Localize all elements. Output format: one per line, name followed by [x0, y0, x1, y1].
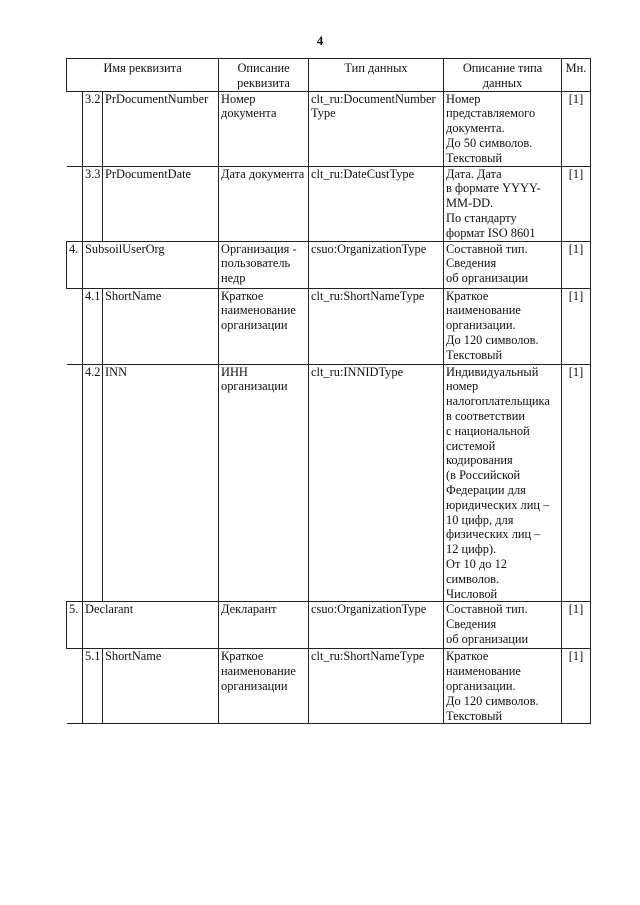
row-number: 3.2 [83, 91, 103, 166]
row-number: 3.3 [83, 166, 103, 241]
row-multiplicity: [1] [562, 649, 591, 724]
row-data-type: csuo:OrganizationType [309, 241, 444, 288]
row-description: Краткое наименование организации [219, 649, 309, 724]
header-type-description: Описание типа данных [444, 59, 562, 92]
page-number: 4 [316, 33, 324, 48]
indent-cell [67, 166, 83, 241]
row-number: 4.1 [83, 288, 103, 364]
table-row [67, 602, 591, 649]
table-row [67, 166, 591, 241]
table-row [67, 241, 591, 288]
header-data-type: Тип данных [309, 59, 444, 92]
table-row [67, 649, 591, 724]
row-data-type: clt_ru:INNIDType [309, 364, 444, 602]
row-number: 5. [67, 602, 83, 649]
row-description: ИНН организации [219, 364, 309, 602]
header-multiplicity: Мн. [562, 59, 591, 92]
row-description: Краткое наименование организации [219, 288, 309, 364]
row-name: Declarant [83, 602, 219, 649]
row-type-description: Краткое наименование организации. До 120 символов. Текстовый [444, 649, 562, 724]
row-description: Дата документа [219, 166, 309, 241]
row-name: INN [103, 364, 219, 602]
row-type-description: Составной тип. Сведения об организации [444, 241, 562, 288]
row-data-type: csuo:OrganizationType [309, 602, 444, 649]
indent-cell [67, 288, 83, 364]
table-header-row [67, 59, 591, 92]
row-description: Декларант [219, 602, 309, 649]
row-data-type: clt_ru:ShortNameType [309, 288, 444, 364]
row-name: ShortName [103, 649, 219, 724]
requisites-table [66, 58, 591, 724]
row-multiplicity: [1] [562, 602, 591, 649]
row-data-type: clt_ru:ShortNameType [309, 649, 444, 724]
row-name: SubsoilUserOrg [83, 241, 219, 288]
row-multiplicity: [1] [562, 91, 591, 166]
indent-cell [67, 91, 83, 166]
row-multiplicity: [1] [562, 166, 591, 241]
header-name: Имя реквизита [67, 59, 219, 92]
row-type-description: Индивидуальный номер налогоплательщика в соответствии с национальной системой кодирования (в Российской Федерации для юридических лиц – 10 цифр, для физических лиц – 12 цифр). От 10 до 12 символов. Числовой [444, 364, 562, 602]
row-description: Номер документа [219, 91, 309, 166]
row-multiplicity: [1] [562, 364, 591, 602]
header-description: Описание реквизита [219, 59, 309, 92]
table-row [67, 364, 591, 602]
row-number: 4.2 [83, 364, 103, 602]
row-type-description: Номер представляемого документа. До 50 символов. Текстовый [444, 91, 562, 166]
row-number: 5.1 [83, 649, 103, 724]
indent-cell [67, 364, 83, 602]
row-name: PrDocumentNumber [103, 91, 219, 166]
table-row [67, 91, 591, 166]
indent-cell [67, 649, 83, 724]
row-multiplicity: [1] [562, 241, 591, 288]
row-name: PrDocumentDate [103, 166, 219, 241]
table-row [67, 288, 591, 364]
row-number: 4. [67, 241, 83, 288]
row-data-type: clt_ru:DateCustType [309, 166, 444, 241]
row-data-type: clt_ru:DocumentNumber Type [309, 91, 444, 166]
row-type-description: Краткое наименование организации. До 120 символов. Текстовый [444, 288, 562, 364]
row-type-description: Дата. Дата в формате YYYY- MM-DD. По стандарту формат ISO 8601 [444, 166, 562, 241]
row-name: ShortName [103, 288, 219, 364]
row-multiplicity: [1] [562, 288, 591, 364]
row-description: Организация - пользователь недр [219, 241, 309, 288]
row-type-description: Составной тип. Сведения об организации [444, 602, 562, 649]
